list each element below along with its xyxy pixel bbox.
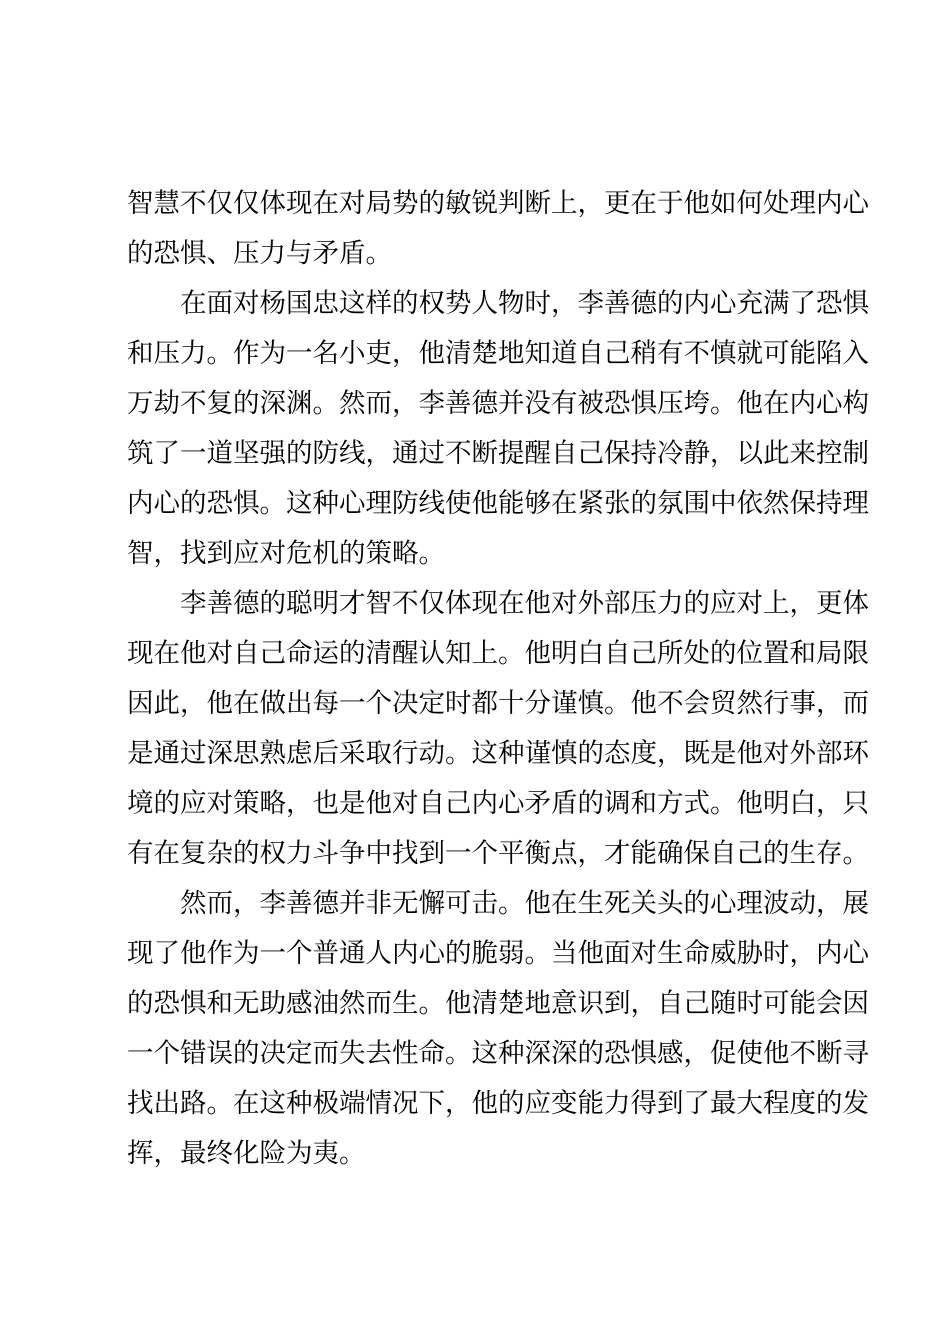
- paragraph-line: 境的应对策略，也是他对自己内心矛盾的调和方式。他明白，只: [127, 788, 869, 819]
- paragraph-line: 的恐惧和无助感油然而生。他清楚地意识到，自己随时可能会因: [127, 988, 869, 1019]
- paragraph-line: 然而，李善德并非无懈可击。他在生死关头的心理波动，展: [180, 888, 869, 919]
- paragraph-line: 筑了一道坚强的防线，通过不断提醒自己保持冷静，以此来控制: [127, 438, 869, 469]
- paragraph-line: 智，找到应对危机的策略。: [127, 538, 445, 569]
- paragraph-line: 万劫不复的深渊。然而，李善德并没有被恐惧压垮。他在内心构: [127, 388, 869, 419]
- paragraph-line: 现在他对自己命运的清醒认知上。他明白自己所处的位置和局限: [127, 638, 869, 669]
- paragraph-line: 是通过深思熟虑后采取行动。这种谨慎的态度，既是他对外部环: [127, 738, 869, 769]
- paragraph-line: 一个错误的决定而失去性命。这种深深的恐惧感，促使他不断寻: [127, 1038, 869, 1069]
- paragraph-line: 现了他作为一个普通人内心的脆弱。当他面对生命威胁时，内心: [127, 938, 869, 969]
- paragraph-line: 的恐惧、压力与矛盾。: [127, 238, 392, 269]
- paragraph-line: 在面对杨国忠这样的权势人物时，李善德的内心充满了恐惧: [180, 288, 869, 319]
- paragraph-line: 和压力。作为一名小吏，他清楚地知道自己稍有不慎就可能陷入: [127, 338, 869, 369]
- paragraph-2: [127, 279, 869, 579]
- paragraph-line: 挥，最终化险为夷。: [127, 1138, 366, 1169]
- paragraph-line: 内心的恐惧。这种心理防线使他能够在紧张的氛围中依然保持理: [127, 488, 869, 519]
- paragraph-1: [127, 179, 869, 279]
- paragraph-line: 李善德的聪明才智不仅体现在他对外部压力的应对上，更体: [180, 588, 869, 619]
- paragraph-line: 智慧不仅仅体现在对局势的敏锐判断上，更在于他如何处理内心: [127, 188, 869, 219]
- paragraph-line: 找出路。在这种极端情况下，他的应变能力得到了最大程度的发: [127, 1088, 869, 1119]
- paragraph-4: [127, 879, 869, 1179]
- document-body: [127, 179, 869, 1179]
- paragraph-3: [127, 579, 869, 879]
- paragraph-line: 因此，他在做出每一个决定时都十分谨慎。他不会贸然行事，而: [127, 688, 869, 719]
- paragraph-line: 有在复杂的权力斗争中找到一个平衡点，才能确保自己的生存。: [127, 838, 869, 869]
